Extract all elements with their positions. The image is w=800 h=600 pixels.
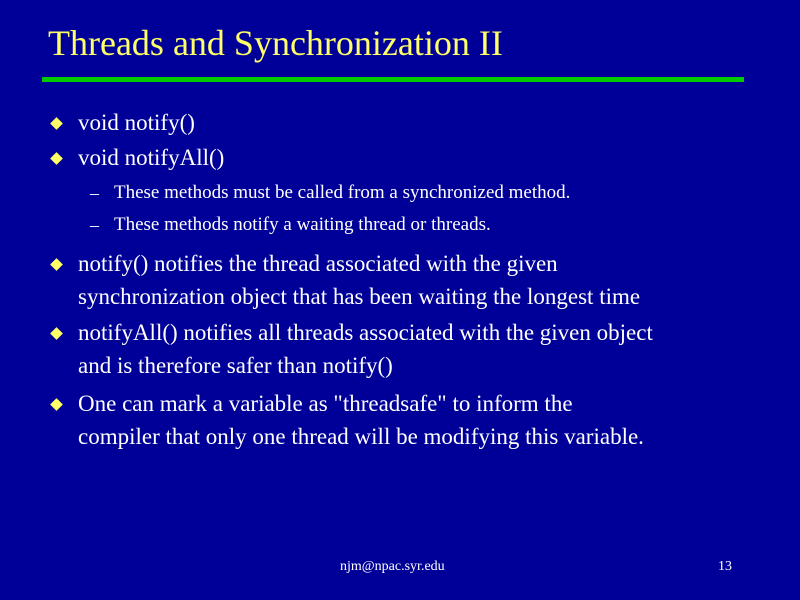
- bullet-text-line: compiler that only one thread will be modifying this variable.: [78, 424, 644, 449]
- diamond-bullet-icon: [50, 117, 63, 130]
- sub-bullet-text: These methods notify a waiting thread or threads.: [114, 214, 491, 235]
- bullet-text: void notifyAll(): [78, 145, 225, 170]
- dash-icon: –: [90, 215, 99, 235]
- diamond-bullet-icon: [50, 398, 63, 411]
- bullet-text-line: notifyAll() notifies all threads associated with the given object: [78, 320, 653, 345]
- bullet-text-line: One can mark a variable as "threadsafe" to inform the: [78, 391, 573, 416]
- sub-bullet-text: These methods must be called from a synchronized method.: [114, 182, 571, 203]
- bullet-text-line: synchronization object that has been waiting the longest time: [78, 284, 641, 309]
- slide-title: Threads and Synchronization II: [48, 23, 503, 63]
- bullet-text-line: notify() notifies the thread associated with the given: [78, 251, 558, 276]
- bullet-text-line: and is therefore safer than notify(): [78, 353, 393, 378]
- title-underline: [42, 77, 744, 82]
- page-number: 13: [718, 559, 732, 574]
- diamond-bullet-icon: [50, 152, 63, 165]
- diamond-bullet-icon: [50, 327, 63, 340]
- dash-icon: –: [90, 183, 99, 203]
- bullet-text: void notify(): [78, 110, 195, 135]
- diamond-bullet-icon: [50, 258, 63, 271]
- footer-email: njm@npac.syr.edu: [340, 559, 445, 574]
